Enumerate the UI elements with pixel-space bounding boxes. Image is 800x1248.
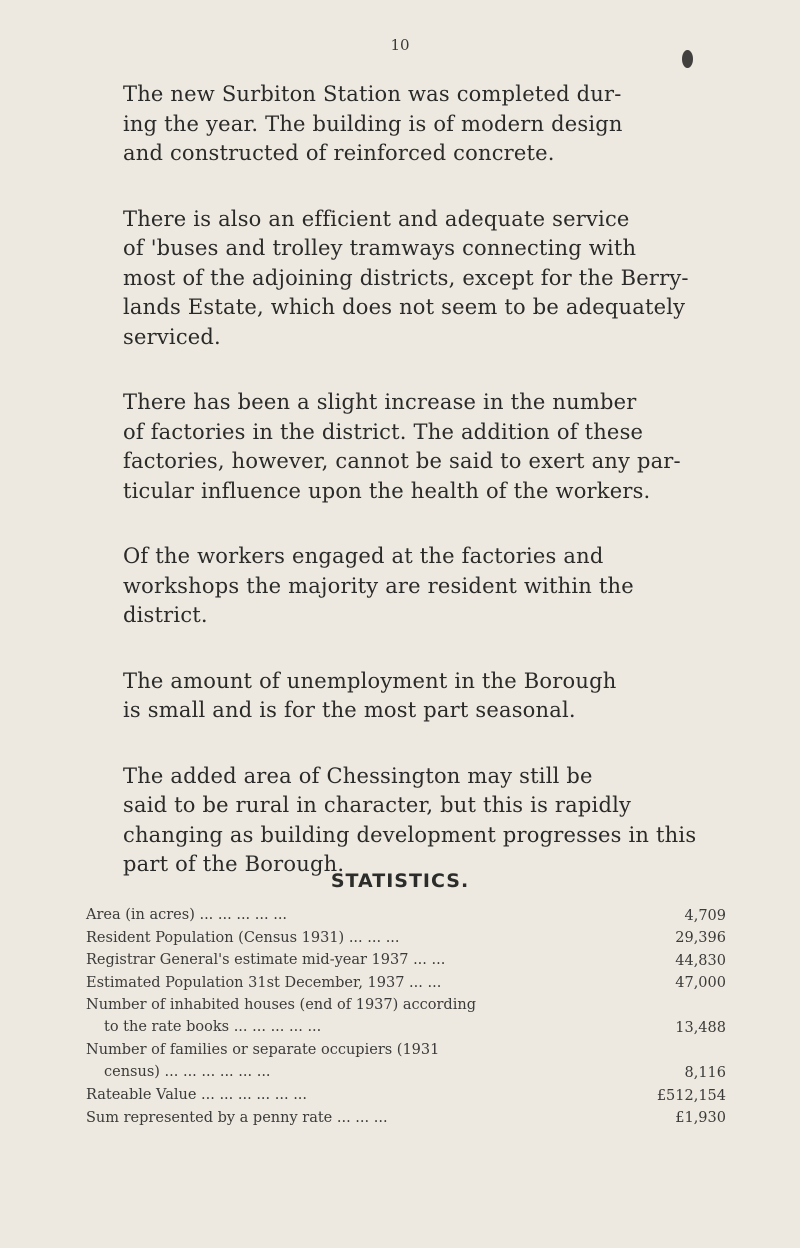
text-line: factories, however, cannot be said to exert any par- (123, 449, 681, 473)
statistics-label-continued: to the rate books ... ... ... ... ... (104, 1019, 322, 1035)
text-line: lands Estate, which does not seem to be adequately (123, 295, 686, 319)
text-line: workshops the majority are resident within the (123, 573, 634, 598)
text-line: most of the adjoining districts, except for the Berry- (123, 265, 689, 290)
statistics-row (86, 1084, 726, 1107)
text-line: and constructed of reinforced concrete. (123, 141, 555, 165)
statistics-label: Resident Population (Census 1931) ... ... ... (86, 929, 400, 946)
text-line: The added area of Chessington may still be (123, 763, 593, 788)
text-line: ing the year. The building is of modern design (123, 111, 623, 136)
statistics-label: Number of families or separate occupiers (1931 (86, 1042, 440, 1058)
text-line: said to be rural in character, but this is rapidly (123, 793, 632, 817)
statistics-value: 44,830 (675, 952, 726, 969)
statistics-table (86, 904, 726, 1129)
paragraph-transport (123, 205, 713, 353)
statistics-label: Number of inhabited houses (end of 1937) according (86, 997, 476, 1013)
paragraph-factories (123, 388, 713, 506)
text-line: part of the Borough. (123, 852, 345, 876)
text-line: There is also an efficient and adequate service (123, 206, 630, 231)
statistics-row (86, 927, 726, 950)
text-line: of 'buses and trolley tramways connecting with (123, 236, 637, 260)
statistics-label-continued: census) ... ... ... ... ... ... (104, 1064, 271, 1080)
ink-smudge (682, 50, 693, 68)
statistics-value: £512,154 (656, 1087, 726, 1104)
paragraph-unemployment (123, 667, 713, 726)
page-number: 10 (390, 36, 410, 54)
statistics-row (86, 1039, 726, 1084)
text-line: is small and is for the most part seasonal. (123, 698, 576, 722)
text-line: changing as building development progresses in this (123, 822, 697, 847)
text-line: district. (123, 603, 208, 627)
text-line: The amount of unemployment in the Borough (123, 668, 617, 693)
body-text (123, 80, 713, 916)
statistics-row (86, 994, 726, 1039)
statistics-label: Area (in acres) ... ... ... ... ... (86, 907, 288, 923)
statistics-heading: STATISTICS. (330, 870, 470, 892)
statistics-label: Sum represented by a penny rate ... ... ... (86, 1109, 388, 1126)
statistics-row (86, 904, 726, 927)
statistics-value: 29,396 (675, 930, 726, 946)
text-line: There has been a slight increase in the number (123, 390, 637, 414)
statistics-row (86, 949, 726, 972)
text-line: ticular influence upon the health of the workers. (123, 478, 651, 503)
text-line: serviced. (123, 324, 221, 349)
statistics-label: Rateable Value ... ... ... ... ... ... (86, 1087, 308, 1103)
statistics-value: 47,000 (675, 975, 726, 991)
text-line: Of the workers engaged at the factories and (123, 544, 604, 568)
statistics-label: Estimated Population 31st December, 1937 ... ... (86, 974, 442, 991)
text-line: The new Surbiton Station was completed dur- (123, 82, 622, 106)
statistics-value: 13,488 (675, 1020, 726, 1036)
statistics-label: Registrar General's estimate mid-year 1937 ... ... (86, 952, 446, 968)
statistics-row (86, 1107, 726, 1130)
text-line: of factories in the district. The addition of these (123, 419, 644, 444)
statistics-value: 8,116 (684, 1065, 726, 1081)
paragraph-station (123, 80, 713, 169)
statistics-value: 4,709 (684, 907, 726, 924)
statistics-value: £1,930 (675, 1110, 726, 1126)
statistics-row (86, 972, 726, 995)
paragraph-chessington (123, 762, 713, 880)
paragraph-workers (123, 542, 713, 631)
